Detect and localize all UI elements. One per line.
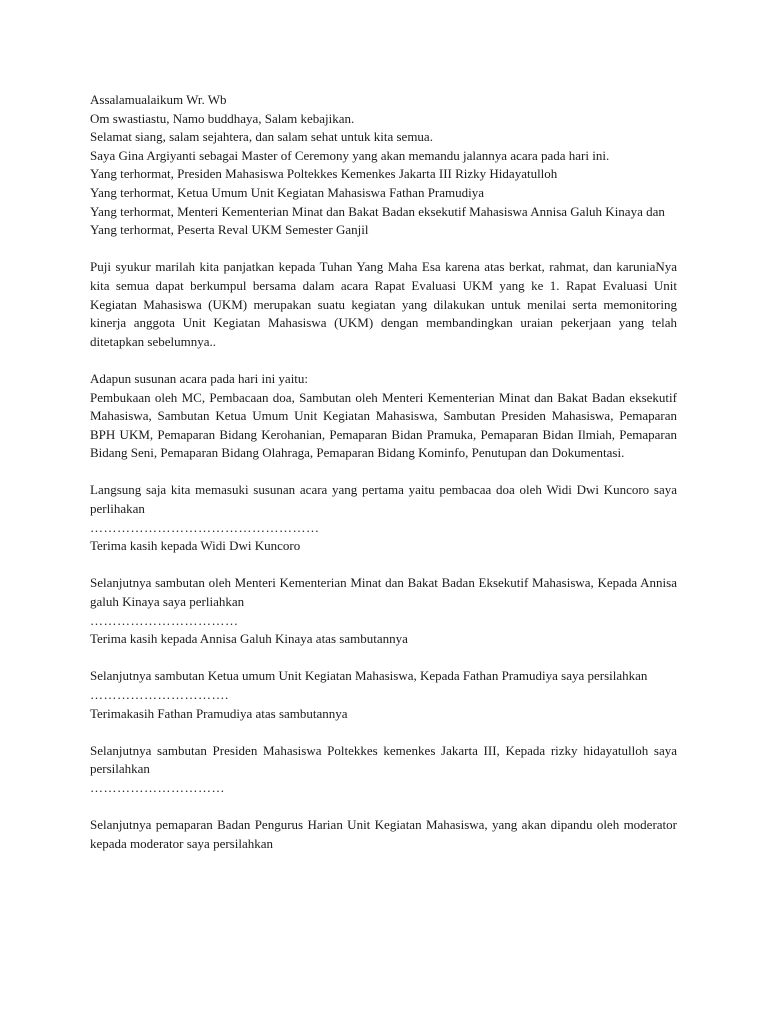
- greeting-line: Selamat siang, salam sejahtera, dan salam sehat untuk kita semua.: [90, 129, 433, 145]
- section-thanks: Terimakasih Fathan Pramudiya atas sambutannya: [90, 705, 348, 721]
- greeting-line: Assalamualaikum Wr. Wb: [90, 92, 227, 107]
- dotted-placeholder: ……………………………: [90, 612, 239, 628]
- opening-paragraph: Puji syukur marilah kita panjatkan kepada Tuhan Yang Maha Esa karena atas berkat, rahmat, dan karuniaNya kita semua dapat berkumpul bersama dalam acara Rapat Evaluasi UKM yang ke 1. Rapat Evaluasi Unit Kegiatan Mahasiswa (UKM) merupakan suatu kegiatan yang dilakukan untuk menilai serta memonitoring kinerja anggota Unit Kegiatan Mahasiswa (UKM) dengan membandingkan uraian pekerjaan yang telah ditetapkan sebelumnya..: [90, 259, 677, 349]
- agenda-text: Pembukaan oleh MC, Pembacaan doa, Sambutan oleh Menteri Kementerian Minat dan Bakat Badan eksekutif Mahasiswa, Sambutan Ketua Umum Unit Kegiatan Mahasiswa, Sambutan Presiden Mahasiswa, Pemaparan BPH UKM, Pemaparan Bidang Kerohanian, Pemaparan Bidan Pramuka, Pemaparan Bidan Ilmiah, Pemaparan Bidang Seni, Pemaparan Bidang Olahraga, Pemaparan Bidang Kominfo, Penutupan dan Dokumentasi.: [90, 389, 677, 461]
- section-thanks: Terima kasih kepada Widi Dwi Kuncoro: [90, 538, 301, 554]
- dotted-placeholder: …………………………: [90, 779, 225, 795]
- document-page: [90, 91, 677, 853]
- section-sambutan-menteri: [90, 574, 677, 648]
- greeting-peserta: Yang terhormat, Peserta Reval UKM Semester Ganjil: [90, 222, 369, 238]
- section-intro: Selanjutnya sambutan Presiden Mahasiswa Poltekkes kemenkes Jakarta III, Kepada rizky hidayatulloh saya persilahkan: [90, 742, 677, 777]
- section-intro: Langsung saja kita memasuki susunan acara yang pertama yaitu pembacaa doa oleh Widi Dwi Kuncoro saya perlihakan: [90, 482, 677, 517]
- section-doa: [90, 481, 677, 555]
- greeting-line: Saya Gina Argiyanti sebagai Master of Ceremony yang akan memandu jalannya acara pada hari ini.: [90, 147, 610, 163]
- greeting-line: Yang terhormat, Ketua Umum Unit Kegiatan Mahasiswa Fathan Pramudiya: [90, 184, 485, 200]
- section-sambutan-ketua: [90, 667, 677, 723]
- greeting-line: Om swastiastu, Namo buddhaya, Salam kebajikan.: [90, 110, 355, 126]
- section-thanks: Terima kasih kepada Annisa Galuh Kinaya atas sambutannya: [90, 631, 408, 647]
- section-intro: Selanjutnya sambutan Ketua umum Unit Kegiatan Mahasiswa, Kepada Fathan Pramudiya saya persilahkan: [90, 668, 648, 684]
- greeting-line: Yang terhormat, Presiden Mahasiswa Poltekkes Kemenkes Jakarta III Rizky Hidayatulloh: [90, 166, 558, 182]
- section-sambutan-presiden: [90, 742, 677, 798]
- dotted-placeholder: ……………………………………………: [90, 519, 320, 535]
- greeting-menteri: Yang terhormat, Menteri Kementerian Minat dan Bakat Badan eksekutif Mahasiswa Annisa Galuh Kinaya dan: [90, 203, 665, 219]
- section-intro: Selanjutnya sambutan oleh Menteri Kementerian Minat dan Bakat Badan Eksekutif Mahasiswa, Kepada Annisa galuh Kinaya saya perliahkan: [90, 575, 677, 610]
- greeting-block: [90, 91, 677, 240]
- dotted-placeholder: ………………………….: [90, 687, 229, 702]
- agenda-intro: Adapun susunan acara pada hari ini yaitu:: [90, 370, 309, 386]
- final-paragraph: Selanjutnya pemaparan Badan Pengurus Harian Unit Kegiatan Mahasiswa, yang akan dipandu oleh moderator kepada moderator saya persilahkan: [90, 817, 677, 851]
